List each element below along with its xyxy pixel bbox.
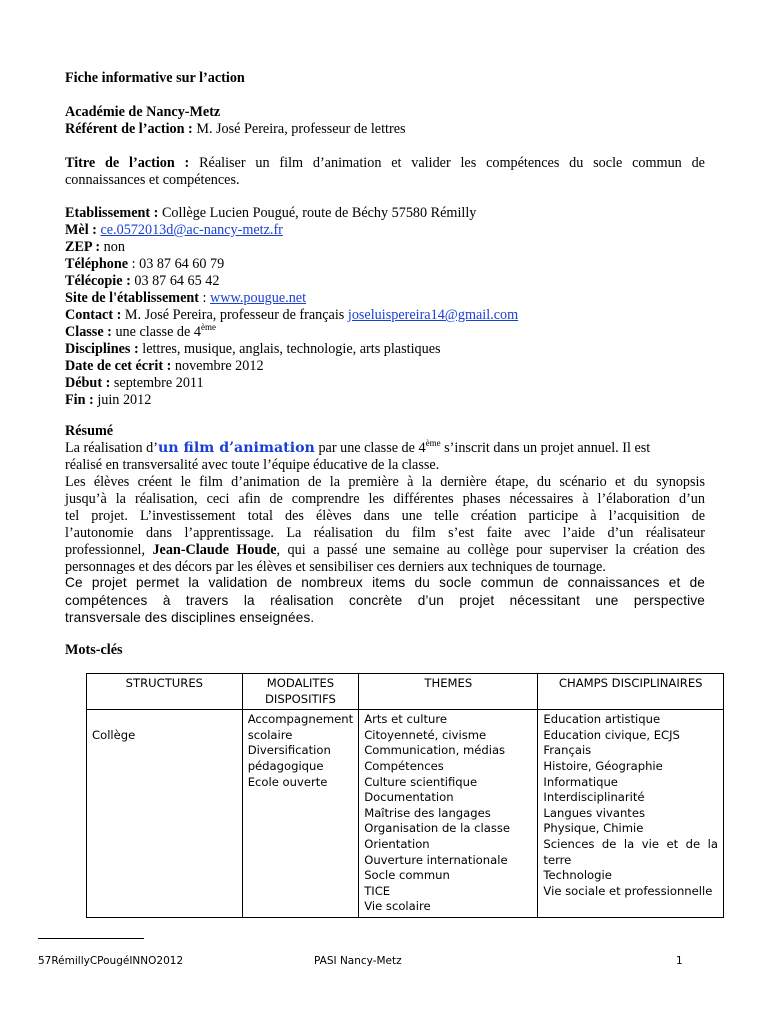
- footer-left: 57RémillyCPougéINNO2012: [38, 955, 184, 967]
- themes-cell: Arts et culture Citoyenneté, civisme Communication, médias Compétences Culture scientifique Documentation Maîtrise des langages Organisation de la classe Orientation Ouverture internationale Socle commun TICE Vie scolaire: [359, 710, 538, 918]
- contact-line: Contact : M. José Pereira, professeur de français joseluispereira14@gmail.com: [65, 307, 519, 323]
- modalites-cell: Accompagnement scolaire Diversification pédagogique Ecole ouverte: [242, 710, 359, 918]
- motscles-heading: Mots-clés: [65, 642, 123, 658]
- academie-line: Académie de Nancy-Metz: [65, 104, 221, 120]
- site-link[interactable]: www.pougue.net: [210, 290, 307, 306]
- mel-link[interactable]: ce.0572013d@ac-nancy-metz.fr: [100, 222, 283, 238]
- zep-line: ZEP : non: [65, 239, 125, 255]
- resume-heading: Résumé: [65, 423, 114, 439]
- debut-line: Début : septembre 2011: [65, 375, 204, 391]
- header-structures: STRUCTURES: [87, 674, 243, 710]
- page-number: 1: [676, 955, 683, 967]
- table-row: [87, 710, 724, 918]
- date-line: Date de cet écrit : novembre 2012: [65, 358, 264, 374]
- header-themes: THEMES: [359, 674, 538, 710]
- mel-line: Mèl : ce.0572013d@ac-nancy-metz.fr: [65, 222, 283, 238]
- contact-email-link[interactable]: joseluispereira14@gmail.com: [347, 307, 519, 323]
- titre-action: Titre de l’action : Réaliser un film d’animation et valider les compétences du socle commun de connaissances et compétences.: [65, 155, 705, 188]
- keywords-table: [86, 673, 724, 918]
- header-champs: CHAMPS DISCIPLINAIRES: [538, 674, 724, 710]
- referent-line: Référent de l’action : M. José Pereira, professeur de lettres: [65, 121, 406, 137]
- site-line: Site de l'établissement : www.pougue.net: [65, 290, 307, 306]
- telephone-line: Téléphone : 03 87 64 60 79: [65, 256, 225, 272]
- fin-line: Fin : juin 2012: [65, 392, 152, 408]
- disciplines-line: Disciplines : lettres, musique, anglais, technologie, arts plastiques: [65, 341, 441, 357]
- film-animation-highlight: un film d’animation: [157, 440, 315, 456]
- etablissement-line: Etablissement : Collège Lucien Pougué, route de Béchy 57580 Rémilly: [65, 205, 477, 221]
- classe-line: Classe : une classe de 4ème: [65, 322, 216, 340]
- champs-cell: Education artistique Education civique, ECJS Français Histoire, Géographie Informatique Interdisciplinarité Langues vivantes Physique, Chimie Sciences de la vie et de la terre Technologie Vie sociale et professionnelle: [538, 710, 724, 918]
- structures-cell: Collège: [87, 710, 243, 918]
- table-header-row: [87, 674, 724, 710]
- resume-paragraph-1: La réalisation d’un film d’animation par une classe de 4ème s’inscrit dans un projet annuel. Il est réalisé en transversalité avec toute l’équipe éducative de la classe.: [65, 438, 651, 473]
- telecopie-line: Télécopie : 03 87 64 65 42: [65, 273, 220, 289]
- resume-paragraph-3: Ce projet permet la validation de nombreux items du socle commun de connaissances et de compétences à travers la réalisation concrète d’un projet nécessitant une perspective transversale des disciplines enseignées.: [65, 575, 705, 625]
- header-modalites: MODALITES DISPOSITIFS: [242, 674, 359, 710]
- resume-paragraph-2: Les élèves créent le film d’animation de la première à la dernière étape, du scénario et du synopsis jusqu’à la réalisation, ceci afin de comprendre les différentes phases nécessaires à l’élaboration d’un tel projet. L’investissement total des élèves dans une telle création participe à l’acquisition de l’autonomie dans l’apprentissage. La réalisation du film s’est faite avec l’aide d’un réalisateur professionnel, Jean-Claude Houde, qui a passé une semaine au collège pour superviser la création des personnages et des décors par les élèves et sensibiliser ces derniers aux techniques de tournage.: [65, 474, 705, 575]
- document-title: Fiche informative sur l’action: [65, 70, 245, 86]
- footer-center: PASI Nancy-Metz: [314, 955, 402, 967]
- footnote-rule: [38, 938, 144, 939]
- info-block: [65, 205, 705, 409]
